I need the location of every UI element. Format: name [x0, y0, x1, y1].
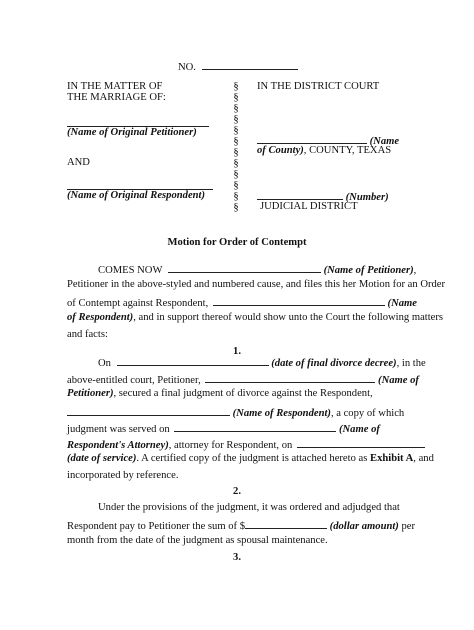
section1-line7-end: , and	[413, 453, 434, 464]
section1-petitioner-blank	[205, 372, 375, 383]
section-symbol: §	[233, 202, 239, 213]
district-number-blank	[257, 189, 343, 200]
exhibit-a-label: Exhibit A	[370, 453, 414, 464]
caption-left-line2: THE MARRIAGE OF:	[67, 92, 166, 103]
dollar-amount-label: (dollar amount)	[329, 521, 399, 532]
comes-now-text: COMES NOW	[98, 265, 163, 276]
and-label: AND	[67, 157, 90, 168]
section-symbol: §	[233, 180, 239, 191]
intro-line3	[67, 295, 417, 310]
section2-line3: month from the date of the judgment as spousal maintenance.	[67, 535, 328, 546]
section-symbol: §	[233, 81, 239, 92]
in-the-text: , in the	[396, 358, 426, 369]
caption-left-line1: IN THE MATTER OF	[67, 81, 163, 92]
section1-respondent-label: (Name of Respondent)	[232, 408, 331, 419]
service-date-label: (date of service)	[67, 453, 137, 464]
section-symbol: §	[233, 147, 239, 158]
section-symbol: §	[233, 169, 239, 180]
section1-line7-text: . A certified copy of the judgment is attached hereto as	[136, 453, 368, 464]
dollar-amount-blank	[245, 518, 327, 529]
section1-line4	[67, 405, 404, 420]
section1-line2-text: above-entitled court, Petitioner,	[67, 375, 201, 386]
case-number-label: NO.	[178, 62, 196, 73]
respondent-name-label-end: of Respondent)	[67, 312, 134, 323]
original-petitioner-label: (Name of Original Petitioner)	[67, 127, 197, 138]
intro-line2: Petitioner in the above-styled and numbered cause, and files this her Motion for an Order	[67, 279, 446, 290]
attorney-label-start: (Name of	[339, 424, 380, 435]
divorce-date-label: (date of final divorce decree)	[271, 358, 397, 369]
section1-line5	[67, 421, 380, 436]
petitioner-name-blank	[168, 262, 321, 273]
section-symbol: §	[233, 114, 239, 125]
district-number-label: (Number)	[345, 192, 389, 203]
county-name-label: (Name	[369, 136, 400, 147]
section-symbol: §	[233, 125, 239, 136]
comma: ,	[413, 265, 417, 276]
section1-petitioner-label-end: Petitioner)	[67, 388, 114, 399]
section2-line2-end: per	[401, 521, 416, 532]
section1-line5-text: judgment was served on	[67, 424, 170, 435]
section1-line6-text: , attorney for Respondent, on	[168, 440, 293, 451]
case-number-line	[178, 59, 298, 74]
intro-line4	[67, 312, 443, 324]
section1-line6	[67, 437, 425, 452]
divorce-date-blank	[117, 355, 269, 366]
section-3-number: 3.	[233, 552, 241, 563]
on-text: On	[98, 358, 111, 369]
intro-line4-text: , and in support thereof would show unto the Court the following matters	[133, 312, 444, 323]
section-symbol: §	[233, 92, 239, 103]
original-respondent-label: (Name of Original Respondent)	[67, 190, 206, 201]
respondent-name-label-start: (Name	[387, 298, 417, 309]
county-of-label: of County)	[257, 145, 304, 156]
section1-petitioner-label-start: (Name of	[378, 375, 419, 386]
section2-line2	[67, 518, 415, 533]
intro-line5: and facts:	[67, 329, 108, 340]
section-1-number: 1.	[233, 346, 241, 357]
section1-line7	[67, 453, 434, 465]
section1-line1	[98, 355, 426, 370]
section1-respondent-blank	[67, 405, 230, 416]
section2-line2-text: Respondent pay to Petitioner the sum of $	[67, 521, 246, 532]
service-date-blank	[297, 437, 425, 448]
county-texas-label: , COUNTY, TEXAS	[303, 145, 392, 156]
county-blank	[257, 133, 367, 144]
attorney-label-end: Respondent's Attorney)	[67, 440, 169, 451]
county-line2	[257, 145, 391, 157]
intro-line1	[98, 262, 416, 277]
judicial-district-label: JUDICIAL DISTRICT	[260, 201, 358, 212]
section1-line3-text: , secured a final judgment of divorce against the Respondent,	[113, 388, 373, 399]
respondent-name-blank	[213, 295, 385, 306]
section1-line3	[67, 388, 373, 400]
district-court-label: IN THE DISTRICT COURT	[257, 81, 380, 92]
section-symbol: §	[233, 158, 239, 169]
section1-line2	[67, 372, 419, 387]
section-symbol: §	[233, 191, 239, 202]
case-number-blank	[202, 59, 298, 70]
section1-line8: incorporated by reference.	[67, 470, 179, 481]
intro-line3-text: of Contempt against Respondent,	[67, 298, 209, 309]
section-2-number: 2.	[233, 486, 241, 497]
section-symbol: §	[233, 103, 239, 114]
attorney-name-blank	[174, 421, 336, 432]
section1-line4-text: , a copy of which	[330, 408, 405, 419]
petitioner-name-label: (Name of Petitioner)	[323, 265, 414, 276]
section-symbol: §	[233, 136, 239, 147]
section2-line1: Under the provisions of the judgment, it was ordered and adjudged that	[98, 502, 400, 513]
document-title: Motion for Order of Contempt	[167, 237, 307, 248]
